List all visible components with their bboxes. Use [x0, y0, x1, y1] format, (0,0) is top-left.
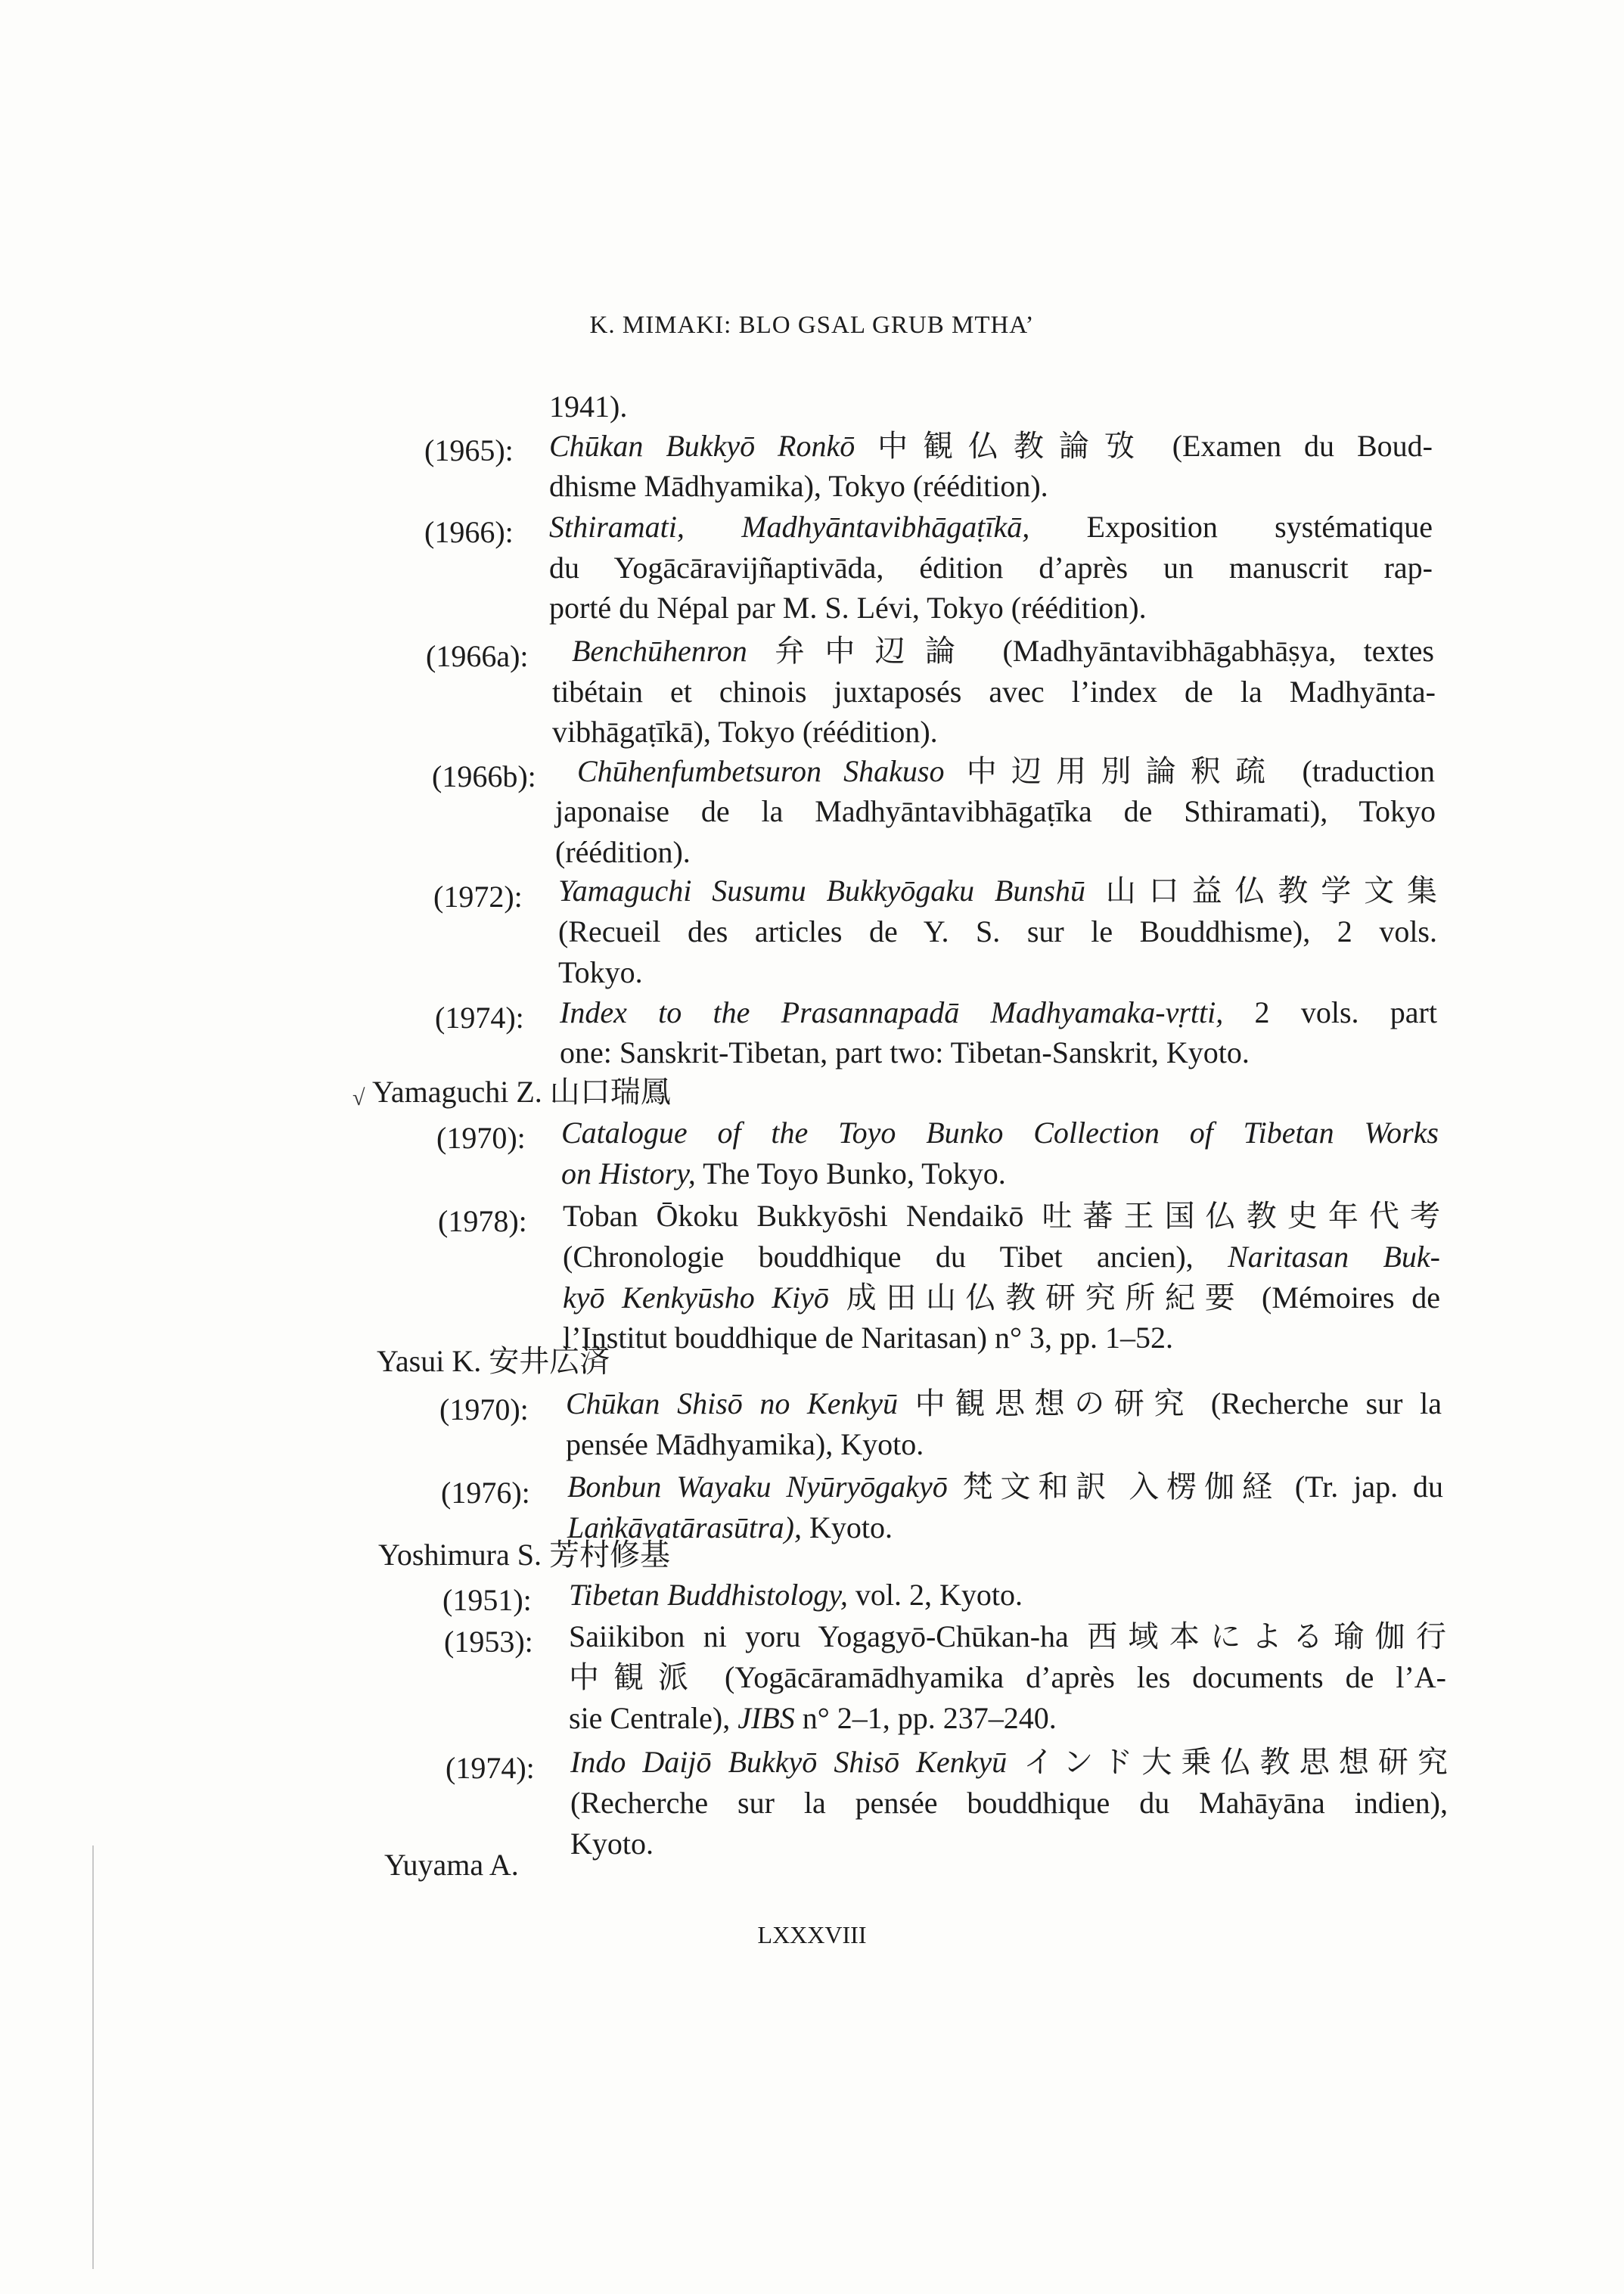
margin-check-mark: √ — [352, 1085, 365, 1110]
running-head: K. MIMAKI: BLO GSAL GRUB MTHA’ — [589, 312, 1035, 339]
entry-line: Yamaguchi Susumu Bukkyōgaku Bunshū 山口益仏教学文集 — [558, 874, 1438, 908]
entry-line: japonaise de la Madhyāntavibhāgaṭīka de Sthiramati), Tokyo — [555, 794, 1436, 828]
entry-line: Catalogue of the Toyo Bunko Collection of Tibetan Works — [561, 1116, 1439, 1150]
entry-line: Tokyo. — [558, 955, 643, 989]
entry-line: l’Institut bouddhique de Naritasan) n° 3, pp. 1–52. — [563, 1321, 1173, 1355]
entry-line: (réédition). — [555, 835, 691, 869]
entry-year: (1976): — [441, 1476, 530, 1510]
author-heading: Yuyama A. — [384, 1848, 519, 1882]
scan-edge-line — [92, 1845, 94, 2269]
entry-line: Saiikibon ni yoru Yogagyō-Chūkan-ha 西域本による瑜伽行 — [569, 1619, 1446, 1653]
entry-year: (1970): — [439, 1392, 529, 1426]
page-number: LXXXVIII — [757, 1921, 867, 1948]
entry-line: du Yogācāravijñaptivāda, édition d’après un manuscrit rap- — [549, 551, 1433, 585]
entry-line: Tibetan Buddhistology, vol. 2, Kyoto. — [569, 1578, 1023, 1612]
entry-line: sie Centrale), JIBS n° 2–1, pp. 237–240. — [569, 1701, 1057, 1735]
entry-year: (1970): — [436, 1121, 526, 1155]
entry-line: Kyoto. — [570, 1827, 654, 1861]
entry-year: (1974): — [446, 1751, 535, 1785]
entry-line: Sthiramati, Madhyāntavibhāgaṭīkā, Exposition systématique — [549, 510, 1433, 544]
entry-year: (1978): — [438, 1204, 527, 1238]
entry-line: Laṅkāvatārasūtra), Kyoto. — [567, 1510, 893, 1544]
entry-year: (1966): — [424, 515, 514, 549]
entry-line: Indo Daijō Bukkyō Shisō Kenkyū インド大乗仏教思想研究 — [570, 1745, 1449, 1779]
entry-year: (1972): — [433, 880, 523, 914]
author-heading: Yoshimura S. 芳村修基 — [378, 1538, 670, 1572]
entry-line: vibhāgaṭīkā), Tokyo (réédition). — [552, 715, 938, 749]
entry-year: (1965): — [424, 433, 514, 467]
entry-year: (1974): — [435, 1001, 524, 1035]
entry-line: Benchūhenron 弁中辺論 (Madhyāntavibhāgabhāṣya, textes — [572, 634, 1434, 668]
author-heading: Yasui K. 安井広済 — [377, 1344, 610, 1378]
entry-line: dhisme Mādhyamika), Tokyo (réédition). — [549, 469, 1048, 503]
entry-line: (Recherche sur la pensée bouddhique du Mahāyāna indien), — [570, 1786, 1448, 1820]
entry-line: 中観派 (Yogācāramādhyamika d’après les documents de l’A- — [569, 1660, 1446, 1694]
entry-year: (1966b): — [432, 759, 536, 793]
entry-line: Chūhenfumbetsuron Shakuso 中辺用別論釈疏 (traduction — [577, 754, 1435, 788]
entry-line: (Recueil des articles de Y. S. sur le Bouddhisme), 2 vols. — [558, 914, 1437, 948]
entry-line: pensée Mādhyamika), Kyoto. — [566, 1427, 924, 1461]
entry-line: Index to the Prasannapadā Madhyamaka-vṛtti, 2 vols. part — [560, 995, 1437, 1029]
entry-line: Chūkan Shisō no Kenkyū 中観思想の研究 (Recherche sur la — [566, 1386, 1442, 1420]
entry-year: (1951): — [442, 1583, 532, 1617]
entry-line: (Chronologie bouddhique du Tibet ancien), Naritasan Buk- — [563, 1240, 1440, 1274]
entry-line: on History, The Toyo Bunko, Tokyo. — [561, 1156, 1006, 1190]
entry-line: tibétain et chinois juxtaposés avec l’index de la Madhyānta- — [552, 675, 1436, 709]
entry-line: Chūkan Bukkyō Ronkō 中観仏教論攷 (Examen du Boud- — [549, 429, 1433, 463]
entry-continuation: 1941). — [549, 390, 628, 424]
entry-line: one: Sanskrit-Tibetan, part two: Tibetan-Sanskrit, Kyoto. — [560, 1035, 1250, 1069]
author-heading: Yamaguchi Z. 山口瑞鳳 — [372, 1075, 671, 1109]
entry-year: (1953): — [444, 1625, 533, 1659]
entry-line: Toban Ōkoku Bukkyōshi Nendaikō 吐蕃王国仏教史年代考 — [563, 1199, 1440, 1233]
entry-line: Bonbun Wayaku Nyūryōgakyō 梵文和訳 入楞伽経 (Tr. jap. du — [567, 1470, 1444, 1504]
entry-line: kyō Kenkyūsho Kiyō 成田山仏教研究所紀要 (Mémoires de — [563, 1280, 1440, 1315]
entry-year: (1966a): — [426, 639, 529, 673]
entry-line: porté du Népal par M. S. Lévi, Tokyo (réédition). — [549, 591, 1147, 625]
